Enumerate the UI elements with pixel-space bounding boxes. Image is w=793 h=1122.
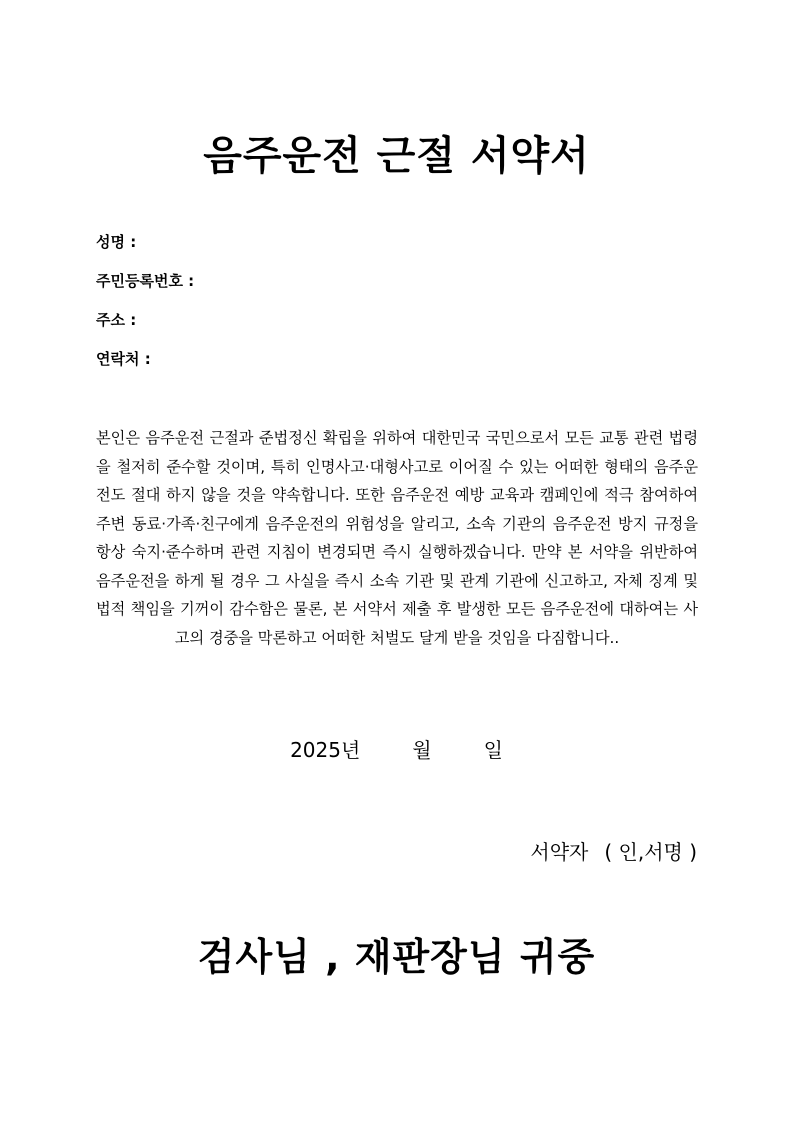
date-day: 일 [483,738,503,762]
signer-line [530,836,697,865]
document-title: 음주운전 근절 서약서 [203,133,590,179]
pledge-date [0,734,793,763]
address-field-label: 주소 : [96,311,137,329]
signer-label: 서약자 [530,840,589,864]
name-field-label: 성명 : [96,233,137,251]
pledge-body-text: 본인은 음주운전 근절과 준법정신 확립을 위하여 대한민국 국민으로서 모든 교통 관련 법령을 철저히 준수할 것이며, 특히 인명사고·대형사고로 이어질 수 있는 어떠한 형태의 음주운전도 절대 하지 않을 것을 약속합니다. 또한 음주운전 예방 교육과 캠페인에 적극 참여하여 주변 동료·가족·친구에게 음주운전의 위험성을 알리고, 소속 기관의 음주운전 방지 규정을 항상 숙지·준수하며 관련 지침이 변경되면 즉시 실행하겠습니다. 만약 본 서약을 위반하여 음주운전을 하게 될 경우 그 사실을 즉시 소속 기관 및 관계 기관에 신고하고, 자체 징계 및 법적 책임을 기꺼이 감수함은 물론, 본 서약서 제출 후 발생한 모든 음주운전에 대하여는 사고의 경중을 막론하고 어떠한 처벌도 달게 받을 것임을 다짐합니다.. [96,429,698,647]
date-month: 월 [412,738,432,762]
resident-number-field-label: 주민등록번호 : [96,272,195,290]
signer-seal-label: ( 인,서명 ) [604,840,697,864]
addressee: 검사님 , 재판장님 귀중 [197,935,596,979]
contact-field-label: 연락처 : [96,350,151,368]
date-year: 2025년 [290,738,361,762]
personal-info-fields [96,231,194,387]
